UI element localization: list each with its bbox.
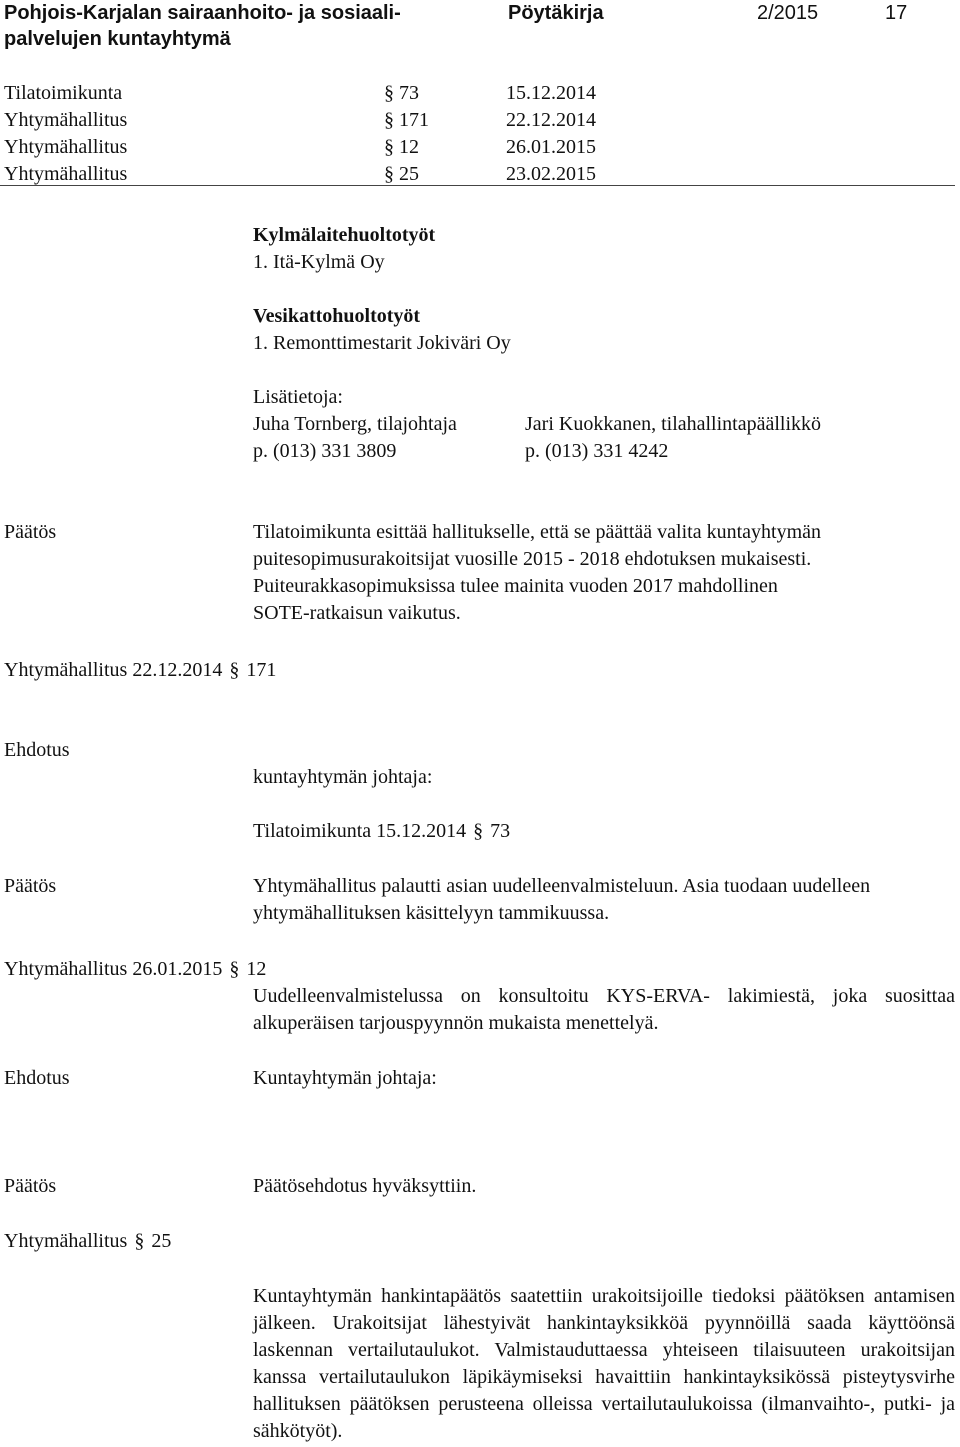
history-date: 26.01.2015 [506, 136, 596, 158]
history-body: Yhtymähallitus [4, 163, 128, 185]
decision-text-line: Puiteurakkasopimuksissa tulee mainita vuoden 2017 mahdollinen [253, 575, 778, 597]
history-date: 23.02.2015 [506, 163, 596, 185]
category-winner: 1. Remonttimestarit Jokiväri Oy [253, 332, 511, 354]
category-winner: 1. Itä-Kylmä Oy [253, 251, 385, 273]
contact-person: Jari Kuokkanen, tilahallintapäällikkö [525, 413, 822, 435]
decision-text: Yhtymähallitus palautti asian uudelleenvalmisteluun. Asia tuodaan uudelleen yhtymähallituksen käsittelyyn tammikuussa. [253, 875, 871, 924]
meeting-text: Kuntayhtymän hankintapäätös saatettiin urakoitsijoille tiedoksi päätöksen antamisen jälkeen. Urakoitsijat lähestyivät hankintayksikköä pyynnöillä saada käyttöönsä laskennan vertailutaulukot. Valmistauduttaessa yhteiseen tilaisuuteen urakoitsijan kanssa vertailutaulukon läpikäymiseksi havaittiin hankintayksikössä pisteytysvirhe hallituksen päätöksen perusteena olleissa vertailutaulukoissa (ilmanvaihto-, putki- ja sähkötyöt). [253, 1285, 955, 1442]
contacts-label: Lisätietoja: [253, 386, 343, 408]
meeting-heading [4, 657, 276, 684]
document-number: 2/2015 [757, 2, 819, 24]
decision-text: Päätösehdotus hyväksyttiin. [253, 1175, 477, 1197]
history-number: 73 [399, 82, 419, 104]
contact-phone: p. (013) 331 3809 [253, 440, 397, 462]
meeting-heading [253, 818, 510, 845]
meeting-number: 12 [246, 958, 267, 980]
section-sign: § [384, 109, 394, 131]
proposal-label: Ehdotus [4, 739, 70, 761]
history-body: Tilatoimikunta [4, 82, 123, 104]
organization-name-line1: Pohjois-Karjalan sairaanhoito- ja sosiaali- [4, 2, 401, 24]
meeting-heading [4, 1228, 171, 1255]
meeting-heading [4, 956, 266, 983]
decision-label: Päätös [4, 875, 57, 897]
contact-person: Juha Tornberg, tilajohtaja [253, 413, 457, 435]
proposal-label: Ehdotus [4, 1067, 70, 1089]
history-body: Yhtymähallitus [4, 109, 128, 131]
decision-text-line: puitesopimusurakoitsijat vuosille 2015 - 2018 ehdotuksen mukaisesti. [253, 548, 812, 570]
section-sign: § [384, 82, 394, 104]
history-number: 12 [399, 136, 419, 158]
proposal-text: Kuntayhtymän johtaja: [253, 1067, 437, 1089]
meeting-body: Yhtymähallitus [4, 1230, 128, 1252]
contact-phone: p. (013) 331 4242 [525, 440, 669, 462]
meeting-body: Yhtymähallitus 22.12.2014 [4, 659, 223, 681]
history-date: 22.12.2014 [506, 109, 596, 131]
history-body: Yhtymähallitus [4, 136, 128, 158]
meeting-number: 73 [490, 820, 511, 842]
decision-text-line: Tilatoimikunta esittää hallitukselle, että se päättää valita kuntayhtymän [253, 521, 821, 543]
section-sign: § [473, 820, 484, 842]
meeting-body: Yhtymähallitus 26.01.2015 [4, 958, 223, 980]
section-sign: § [229, 659, 240, 681]
meeting-body: Tilatoimikunta 15.12.2014 [253, 820, 467, 842]
section-sign: § [229, 958, 240, 980]
history-divider [0, 185, 955, 186]
meeting-text: Uudelleenvalmistelussa on konsultoitu KYS-ERVA- lakimiestä, joka suosittaa alkuperäisen tarjouspyynnön mukaista menettelyä. [253, 985, 955, 1034]
category-title: Kylmälaitehuoltotyöt [253, 224, 436, 246]
section-sign: § [384, 163, 394, 185]
section-sign: § [134, 1230, 145, 1252]
history-number: 25 [399, 163, 419, 185]
organization-name-line2: palvelujen kuntayhtymä [4, 28, 231, 50]
decision-text-line: SOTE-ratkaisun vaikutus. [253, 602, 461, 624]
decision-label: Päätös [4, 1175, 57, 1197]
category-title: Vesikattohuoltotyöt [253, 305, 421, 327]
history-date: 15.12.2014 [506, 82, 596, 104]
document-type: Pöytäkirja [508, 2, 604, 24]
meeting-number: 25 [151, 1230, 172, 1252]
decision-label: Päätös [4, 521, 57, 543]
meeting-number: 171 [246, 659, 277, 681]
section-sign: § [384, 136, 394, 158]
history-number: 171 [399, 109, 429, 131]
page-number: 17 [885, 2, 908, 24]
proposal-text: kuntayhtymän johtaja: [253, 766, 433, 788]
